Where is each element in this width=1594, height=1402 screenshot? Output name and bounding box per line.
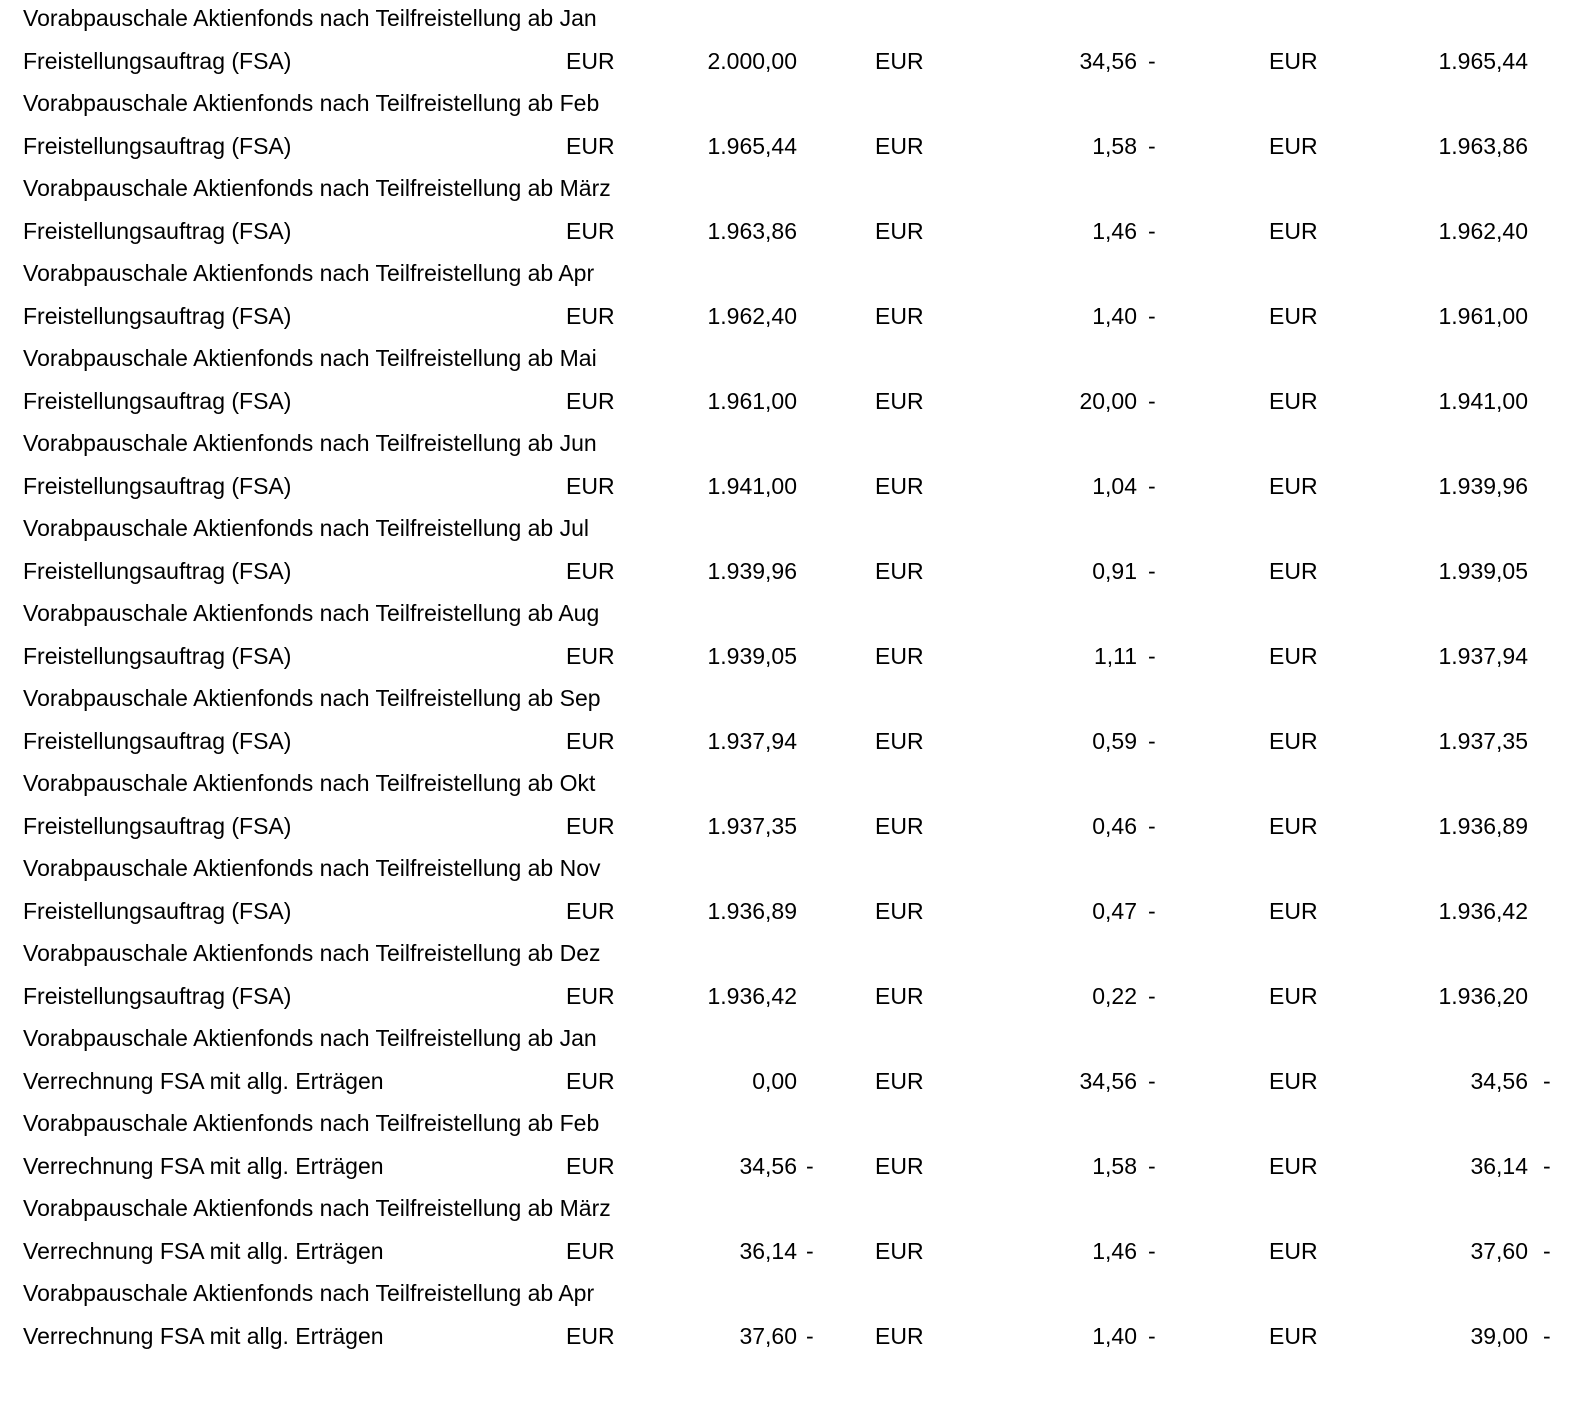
statement-entry <box>0 85 1594 170</box>
entry-description: Vorabpauschale Aktienfonds nach Teilfreistellung ab Jan <box>23 5 597 31</box>
entry-label: Freistellungsauftrag (FSA) <box>23 558 292 584</box>
new-balance-amount: 1.936,89 <box>1438 813 1528 839</box>
previous-balance-amount: 1.939,96 <box>707 558 797 584</box>
entry-description-line <box>0 513 1594 543</box>
previous-balance-amount: 1.937,94 <box>707 728 797 754</box>
change-currency: EUR <box>875 473 924 499</box>
entry-description-line <box>0 683 1594 713</box>
change-currency: EUR <box>875 898 924 924</box>
entry-label: Freistellungsauftrag (FSA) <box>23 813 292 839</box>
previous-balance-sign: - <box>806 1323 814 1349</box>
statement-entry <box>0 935 1594 1020</box>
previous-balance-amount: 36,14 <box>739 1238 797 1264</box>
change-amount: 1,46 <box>1092 1238 1137 1264</box>
entry-values-line <box>0 811 1594 841</box>
entry-description: Vorabpauschale Aktienfonds nach Teilfreistellung ab Mai <box>23 345 597 371</box>
change-currency: EUR <box>875 388 924 414</box>
entry-description: Vorabpauschale Aktienfonds nach Teilfreistellung ab März <box>23 1195 611 1221</box>
entry-values-line <box>0 726 1594 756</box>
entry-label: Freistellungsauftrag (FSA) <box>23 303 292 329</box>
change-sign: - <box>1148 388 1156 414</box>
new-balance-sign: - <box>1543 1323 1551 1349</box>
change-sign: - <box>1148 218 1156 244</box>
entry-values-line <box>0 131 1594 161</box>
previous-balance-currency: EUR <box>566 1153 615 1179</box>
previous-balance-amount: 2.000,00 <box>707 48 797 74</box>
change-amount: 1,46 <box>1092 218 1137 244</box>
previous-balance-currency: EUR <box>566 218 615 244</box>
previous-balance-currency: EUR <box>566 813 615 839</box>
entry-label: Freistellungsauftrag (FSA) <box>23 133 292 159</box>
previous-balance-currency: EUR <box>566 728 615 754</box>
entry-label: Verrechnung FSA mit allg. Erträgen <box>23 1068 384 1094</box>
entry-label: Freistellungsauftrag (FSA) <box>23 898 292 924</box>
entry-values-line <box>0 386 1594 416</box>
entry-description-line <box>0 598 1594 628</box>
new-balance-amount: 1.965,44 <box>1438 48 1528 74</box>
entry-label: Freistellungsauftrag (FSA) <box>23 983 292 1009</box>
entry-description-line <box>0 768 1594 798</box>
change-amount: 1,58 <box>1092 1153 1137 1179</box>
previous-balance-amount: 1.963,86 <box>707 218 797 244</box>
previous-balance-currency: EUR <box>566 303 615 329</box>
entry-description-line <box>0 428 1594 458</box>
statement-entry <box>0 510 1594 595</box>
new-balance-sign: - <box>1543 1068 1551 1094</box>
new-balance-sign: - <box>1543 1238 1551 1264</box>
new-balance-currency: EUR <box>1269 983 1318 1009</box>
previous-balance-currency: EUR <box>566 643 615 669</box>
change-amount: 1,11 <box>1093 643 1137 669</box>
change-sign: - <box>1148 728 1156 754</box>
new-balance-amount: 1.936,20 <box>1438 983 1528 1009</box>
entry-description: Vorabpauschale Aktienfonds nach Teilfreistellung ab Nov <box>23 855 601 881</box>
entry-description: Vorabpauschale Aktienfonds nach Teilfreistellung ab Apr <box>23 260 595 286</box>
entry-description-line <box>0 258 1594 288</box>
entry-description: Vorabpauschale Aktienfonds nach Teilfreistellung ab März <box>23 175 611 201</box>
new-balance-currency: EUR <box>1269 1068 1318 1094</box>
change-sign: - <box>1148 1068 1156 1094</box>
entry-description: Vorabpauschale Aktienfonds nach Teilfreistellung ab Jan <box>23 1025 597 1051</box>
new-balance-amount: 1.937,35 <box>1438 728 1528 754</box>
new-balance-currency: EUR <box>1269 303 1318 329</box>
change-amount: 34,56 <box>1079 48 1137 74</box>
change-amount: 1,58 <box>1092 133 1137 159</box>
new-balance-amount: 1.941,00 <box>1438 388 1528 414</box>
statement-entry <box>0 1275 1594 1360</box>
entry-values-line <box>0 471 1594 501</box>
statement-entry <box>0 255 1594 340</box>
change-amount: 0,91 <box>1092 558 1137 584</box>
new-balance-amount: 1.936,42 <box>1438 898 1528 924</box>
new-balance-currency: EUR <box>1269 898 1318 924</box>
entry-label: Verrechnung FSA mit allg. Erträgen <box>23 1238 384 1264</box>
new-balance-currency: EUR <box>1269 1238 1318 1264</box>
change-amount: 0,46 <box>1092 813 1137 839</box>
change-currency: EUR <box>875 303 924 329</box>
previous-balance-currency: EUR <box>566 1068 615 1094</box>
change-currency: EUR <box>875 1153 924 1179</box>
entry-description: Vorabpauschale Aktienfonds nach Teilfreistellung ab Apr <box>23 1280 595 1306</box>
change-sign: - <box>1148 48 1156 74</box>
change-sign: - <box>1148 473 1156 499</box>
new-balance-currency: EUR <box>1269 218 1318 244</box>
entry-label: Freistellungsauftrag (FSA) <box>23 728 292 754</box>
entry-description-line <box>0 1023 1594 1053</box>
previous-balance-amount: 1.936,42 <box>707 983 797 1009</box>
change-sign: - <box>1148 1238 1156 1264</box>
entry-values-line <box>0 1151 1594 1181</box>
new-balance-currency: EUR <box>1269 728 1318 754</box>
entry-description-line <box>0 1108 1594 1138</box>
previous-balance-amount: 1.941,00 <box>707 473 797 499</box>
entry-values-line <box>0 981 1594 1011</box>
previous-balance-amount: 1.937,35 <box>707 813 797 839</box>
statement-entry <box>0 170 1594 255</box>
change-amount: 0,22 <box>1092 983 1137 1009</box>
change-currency: EUR <box>875 1068 924 1094</box>
entry-values-line <box>0 1321 1594 1351</box>
change-amount: 1,04 <box>1092 473 1137 499</box>
statement-entry <box>0 1190 1594 1275</box>
change-sign: - <box>1148 643 1156 669</box>
entry-values-line <box>0 301 1594 331</box>
entry-description: Vorabpauschale Aktienfonds nach Teilfreistellung ab Jul <box>23 515 590 541</box>
entry-label: Freistellungsauftrag (FSA) <box>23 473 292 499</box>
entry-values-line <box>0 216 1594 246</box>
change-sign: - <box>1148 813 1156 839</box>
entry-label: Freistellungsauftrag (FSA) <box>23 218 292 244</box>
new-balance-amount: 1.961,00 <box>1438 303 1528 329</box>
entry-values-line <box>0 556 1594 586</box>
entry-description: Vorabpauschale Aktienfonds nach Teilfreistellung ab Aug <box>23 600 600 626</box>
previous-balance-currency: EUR <box>566 898 615 924</box>
change-sign: - <box>1148 1153 1156 1179</box>
previous-balance-currency: EUR <box>566 983 615 1009</box>
previous-balance-currency: EUR <box>566 48 615 74</box>
entry-description: Vorabpauschale Aktienfonds nach Teilfreistellung ab Dez <box>23 940 601 966</box>
new-balance-currency: EUR <box>1269 388 1318 414</box>
entry-description-line <box>0 938 1594 968</box>
statement-entry <box>0 0 1594 85</box>
previous-balance-amount: 1.961,00 <box>707 388 797 414</box>
previous-balance-currency: EUR <box>566 133 615 159</box>
previous-balance-sign: - <box>806 1238 814 1264</box>
previous-balance-amount: 34,56 <box>739 1153 797 1179</box>
entry-description-line <box>0 853 1594 883</box>
new-balance-currency: EUR <box>1269 48 1318 74</box>
previous-balance-amount: 0,00 <box>752 1068 797 1094</box>
change-currency: EUR <box>875 558 924 584</box>
change-amount: 20,00 <box>1079 388 1137 414</box>
change-amount: 1,40 <box>1092 303 1137 329</box>
statement-entry <box>0 850 1594 935</box>
new-balance-currency: EUR <box>1269 813 1318 839</box>
new-balance-currency: EUR <box>1269 133 1318 159</box>
statement-entry <box>0 425 1594 510</box>
previous-balance-currency: EUR <box>566 1323 615 1349</box>
statement-entry <box>0 340 1594 425</box>
change-sign: - <box>1148 558 1156 584</box>
entry-values-line <box>0 46 1594 76</box>
change-amount: 0,47 <box>1092 898 1137 924</box>
change-sign: - <box>1148 303 1156 329</box>
change-currency: EUR <box>875 643 924 669</box>
statement-entry <box>0 765 1594 850</box>
entry-label: Verrechnung FSA mit allg. Erträgen <box>23 1153 384 1179</box>
entry-description: Vorabpauschale Aktienfonds nach Teilfreistellung ab Feb <box>23 90 600 116</box>
entry-description-line <box>0 173 1594 203</box>
entry-label: Freistellungsauftrag (FSA) <box>23 643 292 669</box>
previous-balance-amount: 1.936,89 <box>707 898 797 924</box>
new-balance-sign: - <box>1543 1153 1551 1179</box>
new-balance-currency: EUR <box>1269 643 1318 669</box>
entry-description-line <box>0 1193 1594 1223</box>
change-currency: EUR <box>875 218 924 244</box>
change-currency: EUR <box>875 813 924 839</box>
entry-label: Freistellungsauftrag (FSA) <box>23 388 292 414</box>
new-balance-amount: 1.939,96 <box>1438 473 1528 499</box>
new-balance-currency: EUR <box>1269 473 1318 499</box>
previous-balance-amount: 1.962,40 <box>707 303 797 329</box>
change-sign: - <box>1148 133 1156 159</box>
change-sign: - <box>1148 898 1156 924</box>
new-balance-currency: EUR <box>1269 1153 1318 1179</box>
change-currency: EUR <box>875 1238 924 1264</box>
entry-description: Vorabpauschale Aktienfonds nach Teilfreistellung ab Okt <box>23 770 596 796</box>
new-balance-amount: 1.939,05 <box>1438 558 1528 584</box>
new-balance-currency: EUR <box>1269 558 1318 584</box>
previous-balance-amount: 37,60 <box>739 1323 797 1349</box>
entry-description-line <box>0 343 1594 373</box>
entry-values-line <box>0 641 1594 671</box>
entry-description: Vorabpauschale Aktienfonds nach Teilfreistellung ab Jun <box>23 430 597 456</box>
previous-balance-currency: EUR <box>566 1238 615 1264</box>
entry-values-line <box>0 1236 1594 1266</box>
new-balance-amount: 1.963,86 <box>1438 133 1528 159</box>
new-balance-amount: 1.937,94 <box>1438 643 1528 669</box>
statement-entry <box>0 1105 1594 1190</box>
change-amount: 0,59 <box>1092 728 1137 754</box>
change-amount: 34,56 <box>1079 1068 1137 1094</box>
previous-balance-currency: EUR <box>566 473 615 499</box>
statement-entry <box>0 680 1594 765</box>
change-currency: EUR <box>875 48 924 74</box>
change-currency: EUR <box>875 1323 924 1349</box>
new-balance-amount: 34,56 <box>1470 1068 1528 1094</box>
new-balance-currency: EUR <box>1269 1323 1318 1349</box>
new-balance-amount: 36,14 <box>1470 1153 1528 1179</box>
previous-balance-currency: EUR <box>566 558 615 584</box>
entry-values-line <box>0 1066 1594 1096</box>
previous-balance-amount: 1.965,44 <box>707 133 797 159</box>
entry-description-line <box>0 88 1594 118</box>
new-balance-amount: 37,60 <box>1470 1238 1528 1264</box>
change-sign: - <box>1148 983 1156 1009</box>
statement-entry <box>0 595 1594 680</box>
previous-balance-sign: - <box>806 1153 814 1179</box>
previous-balance-amount: 1.939,05 <box>707 643 797 669</box>
change-currency: EUR <box>875 728 924 754</box>
entry-label: Freistellungsauftrag (FSA) <box>23 48 292 74</box>
previous-balance-currency: EUR <box>566 388 615 414</box>
new-balance-amount: 1.962,40 <box>1438 218 1528 244</box>
entry-description-line <box>0 3 1594 33</box>
change-currency: EUR <box>875 983 924 1009</box>
entry-description: Vorabpauschale Aktienfonds nach Teilfreistellung ab Feb <box>23 1110 600 1136</box>
change-amount: 1,40 <box>1092 1323 1137 1349</box>
entry-values-line <box>0 896 1594 926</box>
entry-label: Verrechnung FSA mit allg. Erträgen <box>23 1323 384 1349</box>
change-sign: - <box>1148 1323 1156 1349</box>
entry-description-line <box>0 1278 1594 1308</box>
change-currency: EUR <box>875 133 924 159</box>
statement-entry <box>0 1020 1594 1105</box>
entry-description: Vorabpauschale Aktienfonds nach Teilfreistellung ab Sep <box>23 685 601 711</box>
new-balance-amount: 39,00 <box>1470 1323 1528 1349</box>
